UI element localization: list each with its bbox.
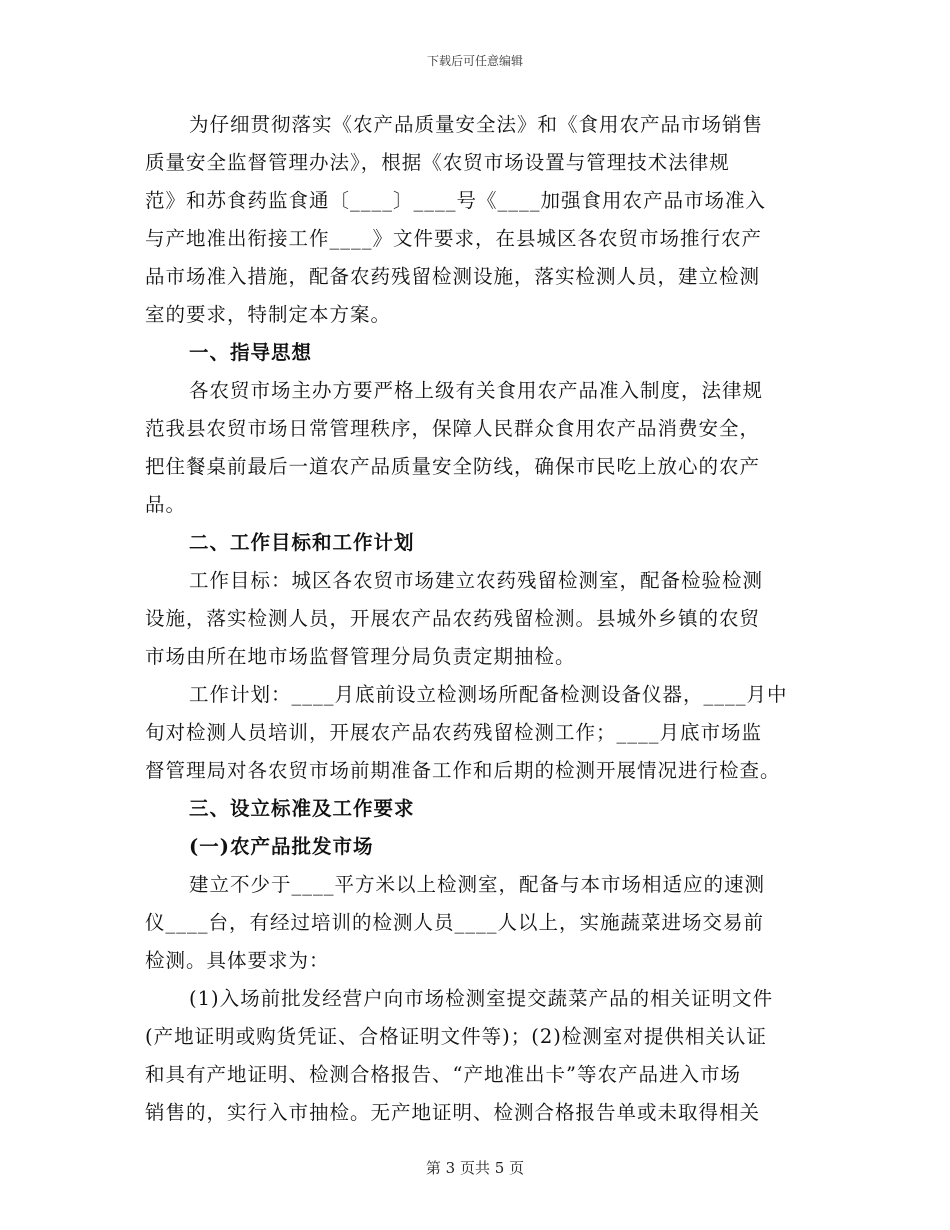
paragraph-line: (产地证明或购货凭证、合格证明文件等)；(2)检测室对提供相关认证	[145, 1025, 767, 1048]
paragraph-line: 督管理局对各农贸市场前期准备工作和后期的检测开展情况进行检查。	[145, 759, 781, 782]
page-header: 下载后可任意编辑	[426, 54, 523, 68]
document-body	[145, 106, 809, 1132]
paragraph-line: 仪____台，有经过培训的检测人员____人以上，实施蔬菜进场交易前	[145, 911, 765, 934]
paragraph-line: 工作计划：____月底前设立检测场所配备检测设备仪器，____月中	[189, 683, 788, 706]
subsection-heading: (一)农产品批发市场	[189, 835, 374, 858]
paragraph-line: 检测。具体要求为：	[145, 949, 330, 972]
paragraph-line: 室的要求，特制定本方案。	[145, 303, 392, 326]
paragraph-line: 设施，落实检测人员，开展农产品农药残留检测。县城外乡镇的农贸	[145, 607, 761, 630]
paragraph-line: 范我县农贸市场日常管理秩序，保障人民群众食用农产品消费安全，	[145, 417, 761, 440]
section-heading: 二、工作目标和工作计划	[189, 531, 415, 554]
paragraph-line: 销售的，实行入市抽检。无产地证明、检测合格报告单或未取得相关	[145, 1101, 761, 1124]
paragraph-line: 和具有产地证明、检测合格报告、“产地准出卡”等农产品进入市场	[145, 1063, 741, 1086]
paragraph-line: 工作目标：城区各农贸市场建立农药残留检测室，配备检验检测	[189, 569, 764, 592]
paragraph-line: 质量安全监督管理办法》，根据《农贸市场设置与管理技术法律规	[145, 151, 730, 174]
paragraph-line: 范》和苏食药监食通〔____〕____号《____加强食用农产品市场准入	[145, 189, 767, 212]
section-heading: 一、指导思想	[189, 341, 313, 364]
page-number-footer: 第 3 页共 5 页	[425, 1159, 525, 1177]
paragraph-line: 市场由所在地市场监督管理分局负责定期抽检。	[145, 645, 576, 668]
paragraph-line: 为仔细贯彻落实《农产品质量安全法》和《食用农产品市场销售	[189, 113, 764, 136]
section-heading: 三、设立标准及工作要求	[189, 797, 415, 820]
paragraph-line: 旬对检测人员培训，开展农产品农药残留检测工作；____月底市场监	[145, 721, 763, 744]
paragraph-line: 建立不少于____平方米以上检测室，配备与本市场相适应的速测	[189, 873, 766, 896]
paragraph-line: 与产地准出衔接工作____》文件要求，在县城区各农贸市场推行农产	[145, 227, 763, 250]
paragraph-line: (1)入场前批发经营户向市场检测室提交蔬菜产品的相关证明文件	[189, 987, 774, 1010]
paragraph-line: 各农贸市场主办方要严格上级有关食用农产品准入制度，法律规	[189, 379, 764, 402]
paragraph-line: 把住餐桌前最后一道农产品质量安全防线，确保市民吃上放心的农产	[145, 455, 761, 478]
paragraph-line: 品。	[145, 493, 187, 516]
paragraph-line: 品市场准入措施，配备农药残留检测设施，落实检测人员，建立检测	[145, 265, 761, 288]
